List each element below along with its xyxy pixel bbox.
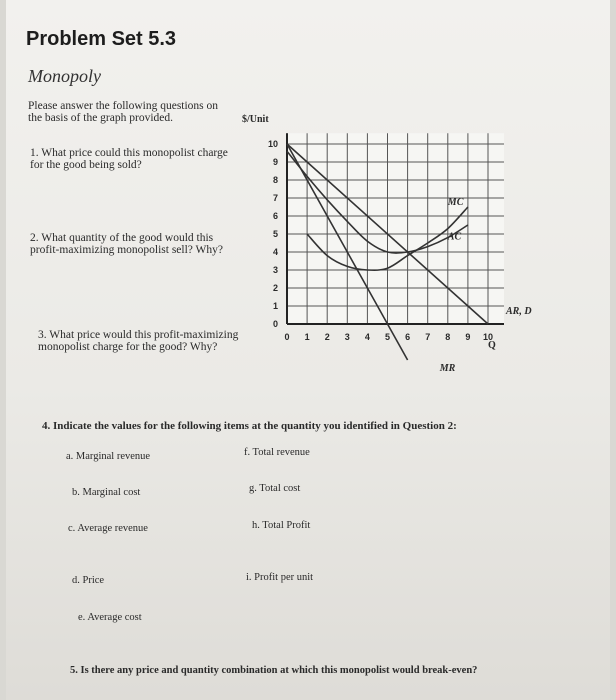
x-tick-label: 5 [384, 332, 391, 342]
y-tick-label: 6 [272, 211, 278, 221]
series-label-0: AR, D [506, 306, 532, 317]
page-title: Problem Set 5.3 [26, 28, 177, 50]
y-tick-label: 8 [272, 175, 278, 185]
question-4: 4. Indicate the values for the following items at the quantity you identified in Question 2: [42, 420, 457, 432]
y-tick-label: 7 [272, 193, 278, 203]
x-tick-label: 9 [465, 332, 471, 342]
question-2: 2. What quantity of the good would this profit-maximizing monopolist sell? Why? [30, 232, 224, 256]
y-tick-label: 0 [272, 319, 278, 329]
x-tick-label: 2 [324, 332, 330, 342]
x-tick-label: 7 [425, 332, 431, 342]
x-tick-label: 6 [405, 332, 411, 342]
item-e-average-cost: e. Average cost [78, 612, 142, 623]
x-tick-label: 3 [344, 332, 350, 342]
x-axis-label: Q [488, 340, 496, 351]
chart-grid [287, 133, 504, 324]
item-g-total-cost: g. Total cost [249, 483, 301, 494]
x-tick-label: 0 [284, 332, 290, 342]
y-tick-label: 10 [267, 139, 278, 149]
series-label-1: MR [439, 362, 456, 374]
question-1: 1. What price could this monopolist charge for the good being sold? [30, 147, 228, 171]
series-label-3: AC [447, 231, 462, 243]
y-tick-label: 2 [272, 283, 278, 293]
y-tick-label: 1 [272, 301, 278, 311]
item-h-total-profit: h. Total Profit [252, 520, 311, 531]
question-3: 3. What price would this profit-maximizing monopolist charge for the good? Why? [38, 329, 239, 353]
y-tick-label: 3 [272, 265, 278, 275]
item-f-total-revenue: f. Total revenue [244, 447, 310, 458]
instructions-text: Please answer the following questions on the basis of the graph provided. [28, 100, 219, 124]
y-axis-label: $/Unit [242, 114, 269, 125]
worksheet-page [6, 0, 610, 700]
x-tick-label: 8 [445, 332, 451, 342]
item-a-marginal-revenue: a. Marginal revenue [66, 451, 151, 462]
item-c-average-revenue: c. Average revenue [68, 523, 148, 534]
monopoly-cost-revenue-chart [6, 0, 610, 700]
item-d-price: d. Price [72, 575, 105, 586]
item-b-marginal-cost: b. Marginal cost [72, 487, 141, 498]
x-tick-label: 10 [482, 332, 494, 342]
y-tick-label: 5 [272, 229, 278, 239]
x-tick-label: 1 [304, 332, 310, 342]
x-tick-label: 4 [364, 332, 370, 342]
page-subtitle: Monopoly [28, 66, 101, 86]
question-5: 5. Is there any price and quantity combination at which this monopolist would break-even? [70, 665, 478, 676]
y-tick-label: 9 [272, 157, 278, 167]
item-i-profit-per-unit: i. Profit per unit [246, 572, 314, 583]
y-tick-label: 4 [272, 247, 278, 257]
series-label-2: MC [447, 197, 464, 209]
